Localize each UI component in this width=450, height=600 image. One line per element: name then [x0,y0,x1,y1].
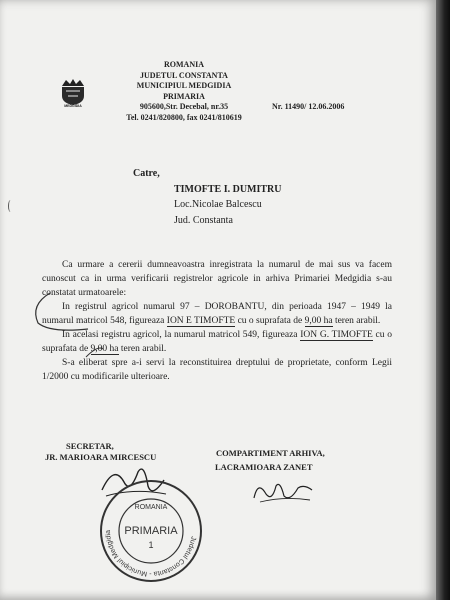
letterhead-contact: Tel. 0241/820800, fax 0241/810619 [126,112,242,122]
record-549-area: 9,00 ha [90,344,119,354]
secretary-title: SECRETAR, [66,441,114,451]
record-549-owner: ION G. TIMOFTE [300,330,373,340]
archive-title: COMPARTIMENT ARHIVA, [216,448,325,458]
coat-of-arms-icon [60,78,86,106]
stamp-top-text: ROMANIA [134,504,168,511]
crest-caption: MEDGIDIA [64,104,82,108]
letterhead [104,60,264,123]
paragraph-record-549 [42,328,392,356]
record-549-text-2: cu o suprafata de [42,330,392,354]
archive-name: LACRAMIOARA ZANET [215,462,313,472]
punch-mark [8,200,13,212]
reference-number: Nr. 11490/ 12.06.2006 [272,102,345,111]
record-549-text-3: teren arabil. [118,344,167,354]
recipient-locality: Loc.Nicolae Balcescu [174,199,262,210]
letterhead-institution: PRIMARIA [163,91,205,101]
letterhead-address: 905600,Str. Decebal, nr.35 [139,102,229,111]
paragraph-record-548 [42,300,392,328]
record-548-text-2: cu o suprafata de [235,316,305,326]
record-548-text: In registrul agricol numarul 97 – DOROBANTU, din perioada 1947 – 1949 la numarul matricol 548, figureaza [42,302,392,326]
recipient-name: TIMOFTE I. DUMITRU [174,183,282,195]
letter-body [42,258,392,384]
record-549-text: In acelasi registru agricol, la numarul matricol 549, figureaza [62,330,301,340]
letterhead-municipality: MUNICIPIUL MEDGIDIA [136,81,232,90]
page-edge-shadow [436,0,450,600]
salutation: Catre, [133,168,160,179]
archive-signature-block [215,446,325,474]
paragraph-purpose: S-a eliberat spre a-i servi la reconstituirea dreptului de proprietate, conform Legii 1/2000 cu modificarile ulterioare. [42,358,392,382]
stamp-ring-text: Judetul Constanta - Municipiul Medgidia [104,529,197,578]
stamp-center-text: PRIMARIA [124,525,178,537]
paragraph-intro: Ca urmare a cererii dumneavoastra inregistrata la numarul de mai sus va facem cunoscut ca in urma verificarii registrelor agricole in arhiva Primariei Medgidia s-au constatat urmatoarele: [42,260,392,298]
record-548-area: 9,00 ha [304,316,333,326]
letterhead-county: JUDETUL CONSTANTA [140,70,228,80]
record-548-text-3: teren arabil. [332,316,381,326]
archive-signature-icon [250,476,316,506]
stamp-number: 1 [148,540,154,550]
official-stamp [96,476,206,586]
letterhead-country: ROMANIA [164,60,204,69]
secretary-name: JR. MARIOARA MIRCESCU [45,451,157,462]
record-548-owner: ION E TIMOFTE [166,316,236,326]
secretary-signature-block [45,441,156,462]
recipient-block [133,166,282,228]
recipient-county: Jud. Constanta [174,214,233,226]
